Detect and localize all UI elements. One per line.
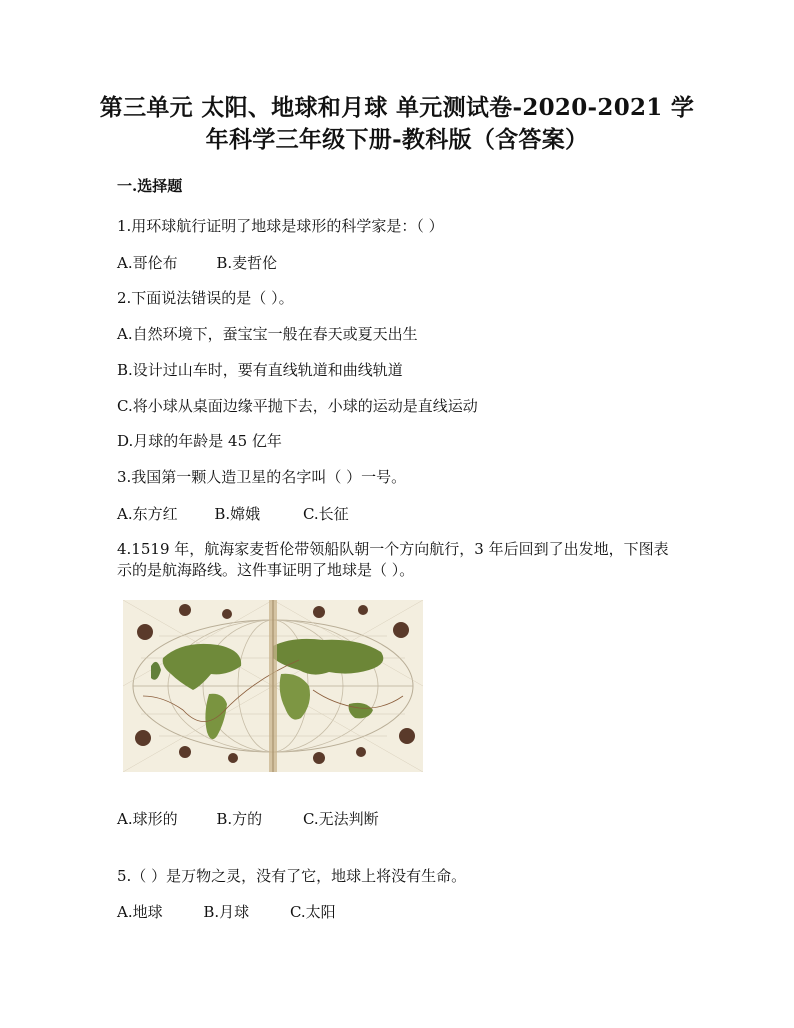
option-a: A.地球: [117, 903, 163, 921]
option-c: C.太阳: [289, 903, 336, 921]
section-heading: 一.选择题: [117, 177, 183, 195]
question-2-option-d: D.月球的年龄是 45 亿年: [117, 432, 282, 450]
question-1-stem: 1.用环球航行证明了地球是球形的科学家是：（ ）: [117, 217, 444, 235]
question-3-options: [117, 504, 349, 524]
title-line-1: 第三单元 太阳、地球和月球 单元测试卷-2020-2021 学: [99, 94, 695, 121]
question-4-options: [117, 809, 379, 829]
option-c: C.长征: [302, 505, 349, 523]
question-3-stem: 3.我国第一颗人造卫星的名字叫（ ）一号。: [117, 468, 407, 486]
title-line-2: 年科学三年级下册-教科版（含答案）: [205, 126, 589, 153]
option-b: B.麦哲伦: [216, 254, 278, 272]
option-b: B.嫦娥: [214, 505, 261, 523]
option-a: A.球形的: [117, 810, 178, 828]
question-2-option-a: A.自然环境下，蚕宝宝一般在春天或夏天出生: [117, 325, 418, 343]
world-map-voyage-illustration-icon: [123, 600, 423, 772]
option-a: A.哥伦布: [117, 254, 178, 272]
question-1-options: [117, 253, 277, 273]
page-title: [90, 92, 704, 156]
question-2-option-b: B.设计过山车时，要有直线轨道和曲线轨道: [117, 361, 403, 379]
option-c: C.无法判断: [302, 810, 379, 828]
question-2-stem: 2.下面说法错误的是（ ）。: [117, 289, 294, 307]
world-map-svg: [123, 600, 423, 772]
question-5-options: [117, 902, 336, 922]
question-5-stem: 5.（ ）是万物之灵，没有了它，地球上将没有生命。: [117, 867, 467, 885]
option-b: B.月球: [203, 903, 250, 921]
option-b: B.方的: [216, 810, 263, 828]
question-2-option-c: C.将小球从桌面边缘平抛下去，小球的运动是直线运动: [117, 397, 478, 415]
option-a: A.东方红: [117, 505, 178, 523]
question-4-stem: 4.1519 年，航海家麦哲伦带领船队朝一个方向航行，3 年后回到了出发地，下图表示的是航海路线。这件事证明了地球是（ ）。: [117, 540, 669, 579]
